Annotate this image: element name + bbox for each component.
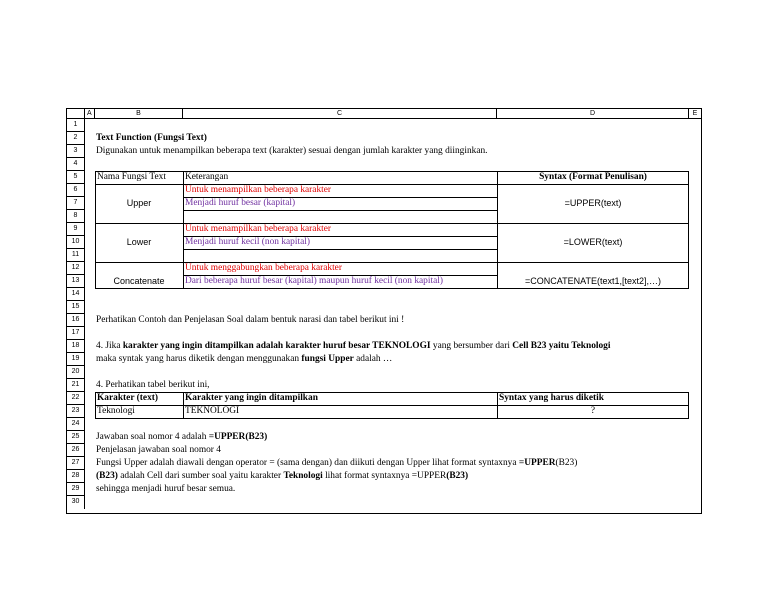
row-header[interactable]: 15 xyxy=(67,301,85,314)
question-text-bold: Cell B23 yaitu Teknologi xyxy=(512,341,611,351)
row-header[interactable]: 10 xyxy=(67,236,85,249)
question-text: maka syntak yang harus diketik dengan menggunakan xyxy=(96,354,302,364)
question-text-bold: fungsi Upper xyxy=(301,354,354,364)
table1-header-keterangan: Keterangan xyxy=(185,172,229,182)
table1-border xyxy=(183,210,497,211)
question-text: adalah … xyxy=(353,354,393,364)
row-header[interactable]: 11 xyxy=(67,249,85,262)
table1-header-syntax: Syntax (Format Penulisan) xyxy=(539,172,647,182)
explanation-bold: (B23) xyxy=(446,471,469,481)
row-header[interactable]: 22 xyxy=(67,392,85,405)
column-header-d[interactable]: D xyxy=(497,109,689,119)
answer-text: Jawaban soal nomor 4 adalah xyxy=(96,432,209,442)
question-line-2 xyxy=(96,353,392,365)
concat-desc-1: Untuk menggabungkan beberapa karakter xyxy=(185,263,342,273)
concat-desc-2: Dari beberapa huruf besar (kapital) maupun huruf kecil (non kapital) xyxy=(185,276,443,286)
explanation-bold: =UPPER xyxy=(518,458,556,468)
row-header[interactable]: 24 xyxy=(67,418,85,431)
lower-desc-1: Untuk menampilkan beberapa karakter xyxy=(185,224,332,234)
sheet-description: Digunakan untuk menampilkan beberapa text (karakter) sesuai dengan jumlah karakter yang diinginkan. xyxy=(96,146,488,156)
table1-border xyxy=(497,171,498,288)
row-header[interactable]: 9 xyxy=(67,223,85,236)
column-header-a[interactable]: A xyxy=(85,109,95,119)
table2-cell-text[interactable]: Teknologi xyxy=(97,406,135,416)
lower-syntax: =LOWER(text) xyxy=(563,237,623,247)
explanation-text: (B23) xyxy=(555,458,578,468)
explanation-bold: (B23) xyxy=(96,471,118,481)
upper-desc-2: Menjadi huruf besar (kapital) xyxy=(185,198,296,208)
table2-header-text: Karakter (text) xyxy=(97,393,158,403)
row-header[interactable]: 16 xyxy=(67,314,85,327)
column-header-corner xyxy=(67,109,85,119)
row-header[interactable]: 21 xyxy=(67,379,85,392)
row-header[interactable]: 1 xyxy=(67,119,85,132)
row-header[interactable]: 7 xyxy=(67,197,85,210)
row-header[interactable]: 28 xyxy=(67,470,85,483)
question-text: yang bersumber dari xyxy=(430,341,513,351)
row-header[interactable]: 8 xyxy=(67,210,85,223)
table2-border xyxy=(95,392,96,418)
row-header[interactable]: 25 xyxy=(67,431,85,444)
column-header-c[interactable]: C xyxy=(183,109,497,119)
question-line-1 xyxy=(96,340,610,352)
upper-function-name: Upper xyxy=(126,198,152,208)
row-header[interactable]: 19 xyxy=(67,353,85,366)
explanation-line-29: sehingga menjadi huruf besar semua. xyxy=(96,484,236,494)
concat-syntax: =CONCATENATE(text1,[text2],…) xyxy=(525,276,661,286)
row-header[interactable]: 4 xyxy=(67,158,85,171)
table1-border xyxy=(95,171,96,288)
explanation-line-27 xyxy=(96,457,577,469)
sheet-title: Text Function (Fungsi Text) xyxy=(96,133,207,143)
column-header-b[interactable]: B xyxy=(95,109,183,119)
upper-syntax: =UPPER(text) xyxy=(564,198,622,208)
upper-desc-1: Untuk menampilkan beberapa karakter xyxy=(185,185,332,195)
table2-note: 4. Perhatikan tabel berikut ini, xyxy=(96,380,210,390)
instruction-note: Perhatikan Contoh dan Penjelasan Soal dalam bentuk narasi dan tabel berikut ini ! xyxy=(96,315,405,325)
row-header[interactable]: 30 xyxy=(67,496,85,509)
row-header[interactable]: 17 xyxy=(67,327,85,340)
row-header[interactable]: 12 xyxy=(67,262,85,275)
row-header[interactable]: 5 xyxy=(67,171,85,184)
explanation-title: Penjelasan jawaban soal nomor 4 xyxy=(96,445,221,455)
row-header[interactable]: 2 xyxy=(67,132,85,145)
table1-header-name: Nama Fungsi Text xyxy=(97,172,166,182)
explanation-bold: Teknologi xyxy=(283,471,323,481)
row-header[interactable]: 18 xyxy=(67,340,85,353)
table2-cell-display[interactable]: TEKNOLOGI xyxy=(185,406,240,416)
table1-border xyxy=(688,171,689,288)
row-header[interactable]: 3 xyxy=(67,145,85,158)
question-text-bold: karakter yang ingin ditampilkan adalah karakter huruf besar TEKNOLOGI xyxy=(122,341,431,351)
explanation-text: adalah Cell dari sumber soal yaitu karakter xyxy=(117,471,284,481)
table1-border xyxy=(95,288,689,289)
answer-line xyxy=(96,431,267,443)
row-header[interactable]: 14 xyxy=(67,288,85,301)
column-header-e[interactable]: E xyxy=(689,109,701,119)
lower-desc-2: Menjadi huruf kecil (non kapital) xyxy=(185,237,310,247)
table2-cell-syntax[interactable]: ? xyxy=(590,406,596,416)
table2-header-syntax: Syntax yang harus diketik xyxy=(499,393,604,403)
question-text: 4. Jika xyxy=(96,341,123,351)
row-header[interactable]: 26 xyxy=(67,444,85,457)
explanation-line-28 xyxy=(96,470,468,482)
table1-border xyxy=(183,249,497,250)
row-header[interactable]: 27 xyxy=(67,457,85,470)
table2-border xyxy=(183,392,184,418)
answer-formula: =UPPER(B23) xyxy=(208,432,268,442)
table1-border xyxy=(183,171,184,288)
row-header[interactable]: 29 xyxy=(67,483,85,496)
explanation-text: lihat format syntaxnya =UPPER xyxy=(322,471,447,481)
spreadsheet xyxy=(66,108,702,514)
row-header[interactable]: 6 xyxy=(67,184,85,197)
table2-header-display: Karakter yang ingin ditampilkan xyxy=(185,393,318,403)
row-header[interactable]: 13 xyxy=(67,275,85,288)
explanation-text: Fungsi Upper adalah diawali dengan operator = (sama dengan) dan diikuti dengan Upper lihat format syntaxnya xyxy=(96,458,519,468)
table2-border xyxy=(95,418,689,419)
row-header[interactable]: 20 xyxy=(67,366,85,379)
row-header[interactable]: 23 xyxy=(67,405,85,418)
concat-function-name: Concatenate xyxy=(113,276,165,286)
lower-function-name: Lower xyxy=(126,237,152,247)
